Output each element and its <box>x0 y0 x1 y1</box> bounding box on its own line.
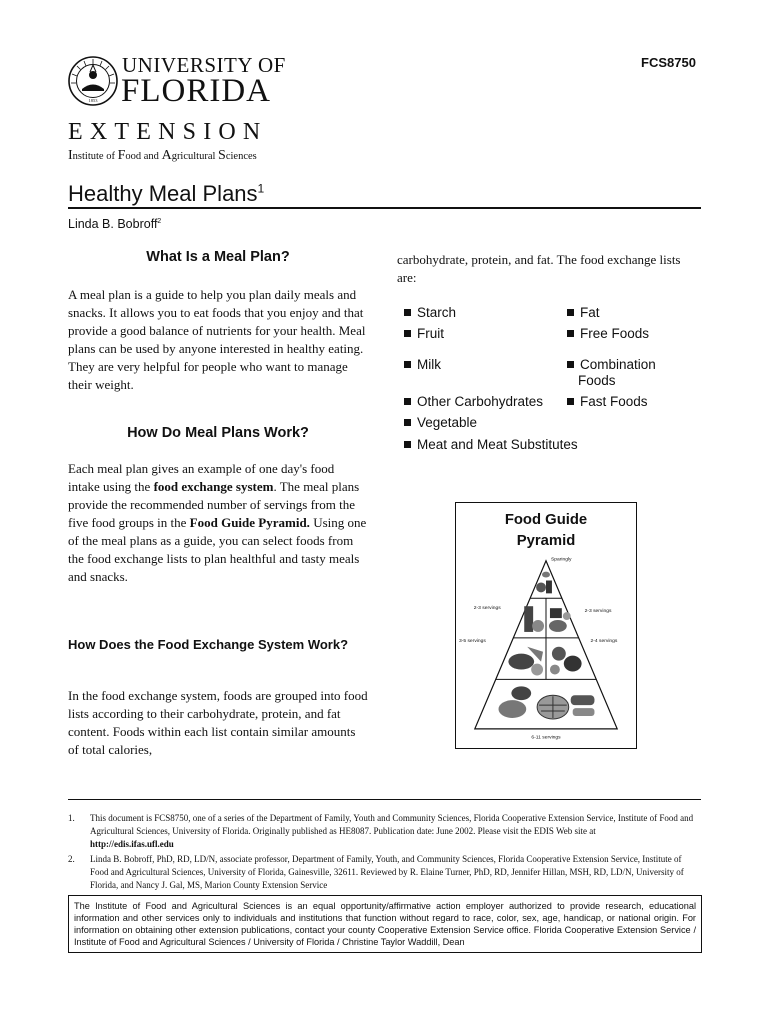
s2-text-c: . The meal plans provide the recommended number of servings from the five food groups in the <box>68 479 360 530</box>
bullet-icon <box>404 361 411 368</box>
list-item-combination-foods <box>567 357 656 389</box>
inst-rest-1: nstitute of <box>72 151 118 162</box>
author-line <box>68 217 161 231</box>
inst-cap-1: I <box>68 148 73 163</box>
list-label-free-foods: Free Foods <box>580 326 650 341</box>
list-label-combination: Combination <box>580 357 656 372</box>
paragraph-exchange-intro: carbohydrate, protein, and fat. The food exchange lists are: <box>397 252 681 285</box>
heading-what-is-meal-plan: What Is a Meal Plan? <box>146 249 290 265</box>
pyramid-title-2: Pyramid <box>516 532 576 549</box>
page-title <box>68 180 264 208</box>
footnote-1-text: This document is FCS8750, one of a series of the Department of Family, Youth and Community Sciences, Florida Cooperative Extension Service, Institute of Food and Agricultural Sciences, University of Florida. Originally published as HE8087. Publication date: June 2002. Please visit the EDIS Web site at <box>90 813 694 836</box>
logo-extension: EXTENSION <box>68 119 268 145</box>
s2-text-e: Using one of the meal plans as a guide, you can select foods from the food exchange lists to plan healthful and tasty meals and snacks. <box>68 515 367 584</box>
equal-opportunity-disclaimer: The Institute of Food and Agricultural Sciences is an equal opportunity/affirmative action employer authorized to provide research, educational information and other services only to individuals and institutions that function without regard to race, color, sex, age, handicap, or national origin. For information on obtaining other extension publications, contact your county Cooperative Extension Service office. Florida Cooperative Extension Service / Institute of Food and Agricultural Sciences / University of Florida / Christine Taylor Waddill, Dean <box>68 895 702 953</box>
bullet-icon <box>404 309 411 316</box>
grains-art <box>499 686 595 719</box>
title-divider <box>68 207 701 209</box>
pyramid-veg-servings: 3-5 servings <box>458 638 486 644</box>
footnote-2-text: Linda B. Bobroff, PhD, RD, LD/N, associate professor, Department of Family, Youth, and Community Sciences, Florida Cooperative Extension Service, Institute of Food and Agricultural Sciences, University of Florida, Gainesville, 32611. Reviewed by R. Elaine Turner, PhD, RD, Jennifer Hillan, MSH, RD, LD/N, University of Florida, and Nancy J. Gal, MS, Marion County Extension Service <box>90 854 684 890</box>
title-text: Healthy Meal Plans <box>68 181 258 206</box>
heading-food-exchange-system: How Does the Food Exchange System Work? <box>68 637 349 652</box>
inst-cap-2: F <box>117 148 126 163</box>
title-footnote-ref: 1 <box>257 181 265 196</box>
pyramid-milk-servings: 2-3 servings <box>473 606 501 612</box>
list-label-vegetable: Vegetable <box>417 415 478 430</box>
list-label-fast-foods: Fast Foods <box>580 394 648 409</box>
bullet-icon <box>567 361 574 368</box>
list-item-milk <box>404 357 441 373</box>
list-label-milk: Milk <box>417 357 441 372</box>
list-label-other-carbohydrates: Other Carbohydrates <box>417 394 544 409</box>
list-item-fast-foods <box>567 394 648 410</box>
pyramid-title-1: Food Guide <box>504 512 588 529</box>
pyramid-meat-servings: 2-3 servings <box>584 609 612 615</box>
inst-cap-3: A <box>161 148 172 163</box>
logo-line-university-of: UNIVERSITY OF <box>122 53 286 77</box>
bullet-icon <box>404 398 411 405</box>
university-seal-logo <box>68 56 118 106</box>
svg-text:1853: 1853 <box>88 98 98 103</box>
bullet-icon <box>567 398 574 405</box>
list-item-fruit <box>404 326 444 342</box>
inst-rest-4: ciences <box>225 151 257 162</box>
author-name: Linda B. Bobroff <box>68 217 158 231</box>
footnote-2 <box>68 853 701 892</box>
paragraph-food-exchange: In the food exchange system, foods are grouped into food lists according to their carbohydrate, protein, and fat content. Foods within each list contain similar amounts of total calories, <box>68 688 368 757</box>
footnote-2-number: 2. <box>68 854 75 864</box>
bullet-icon <box>567 330 574 337</box>
pyramid-sparingly-label: Sparingly <box>550 557 572 563</box>
inst-rest-2: ood and <box>125 151 162 162</box>
pyramid-fruit-servings: 2-4 servings <box>590 638 618 644</box>
milk-meat-art <box>524 606 570 632</box>
food-guide-pyramid-figure <box>455 502 637 749</box>
paragraph-meal-plan: A meal plan is a guide to help you plan daily meals and snacks. It allows you to eat foods that you enjoy and that provide a good balance of nutrients for your health. Meal plans can be used by anyone interested in healthy eating. They are very helpful for people who want to manage their weight. <box>68 287 366 392</box>
inst-rest-3: gricultural <box>171 151 219 162</box>
list-label-fat: Fat <box>580 305 600 320</box>
heading-how-meal-plans-work: How Do Meal Plans Work? <box>127 425 309 441</box>
list-item-fat <box>567 305 600 321</box>
bullet-icon <box>404 330 411 337</box>
inst-cap-4: S <box>218 148 226 163</box>
vegetable-fruit-art <box>508 647 581 676</box>
list-item-starch <box>404 305 456 321</box>
bullet-icon <box>404 419 411 426</box>
list-label-fruit: Fruit <box>417 326 444 341</box>
s2-bold-food-exchange: food exchange system <box>153 479 274 494</box>
pyramid-grain-servings: 6-11 servings <box>531 735 561 741</box>
logo-institute-line <box>68 149 257 164</box>
footnote-divider <box>68 799 701 800</box>
list-label-starch: Starch <box>417 305 457 320</box>
list-item-meat <box>404 437 578 453</box>
paragraph-meal-plans-work <box>68 460 368 586</box>
list-label-meat: Meat and Meat Substitutes <box>417 437 578 452</box>
list-item-vegetable <box>404 415 477 431</box>
s2-text-a: Each meal plan gives an example of one day's food intake using the <box>68 461 335 494</box>
list-item-free-foods <box>567 326 649 342</box>
fats-sweets-art <box>536 572 552 594</box>
footnote-1-number: 1. <box>68 813 75 823</box>
document-code: FCS8750 <box>641 55 696 70</box>
footnote-1 <box>68 812 701 851</box>
logo-line-florida: FLORIDA <box>121 73 272 109</box>
bullet-icon <box>404 441 411 448</box>
list-label-combination-foods: Foods <box>578 373 616 388</box>
author-footnote-ref: 2 <box>157 217 162 225</box>
list-item-other-carbohydrates <box>404 394 543 410</box>
bullet-icon <box>567 309 574 316</box>
edis-website-link[interactable]: http://edis.ifas.ufl.edu <box>90 839 174 849</box>
s2-bold-pyramid: Food Guide Pyramid. <box>189 515 310 530</box>
